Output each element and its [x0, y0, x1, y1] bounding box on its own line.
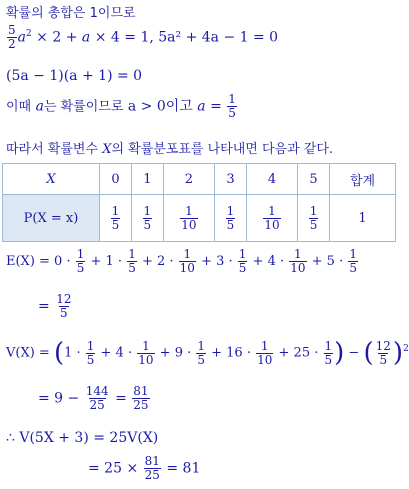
header-x: X [3, 164, 100, 195]
header-cell: 3 [215, 164, 247, 195]
variance-line: V(X) = (1 · $\frac{1}{5}$ + 4 · $\frac{1}{10}$ + 9 · $\frac{1}{5}$ + 16 · $\frac{1}{10}$ + 25 · $\frac{1}{5}$ ) − ( $\frac{12}{5}$ )$^2$ [6, 338, 409, 368]
prob-cell: $\frac{1}{5}$ [131, 195, 163, 242]
header-cell: 0 [100, 164, 132, 195]
conclusion-line: ∴ V(5X + 3) = 25V(X) [6, 430, 159, 446]
prob-cell: $\frac{1}{5}$ [215, 195, 247, 242]
prob-cell: $\frac{1}{5}$ [100, 195, 132, 242]
expectation-line: E(X) = 0 · $\frac{1}{5}$ + 1 · $\frac{1}{5}$ + 2 · $\frac{1}{10}$ + 3 · $\frac{1}{5}$ + 4 · $\frac{1}{10}$ + 5 · $\frac{1}{5}$ [6, 247, 357, 275]
header-cell: 5 [298, 164, 330, 195]
conclusion-result: = 25 × $\frac{81}{25}$ = 81 [88, 454, 201, 482]
factored-equation: (5a − 1)(a + 1) = 0 [6, 68, 143, 84]
table-intro: 따라서 확률변수 X의 확률분포표를 나타내면 다음과 같다. [6, 142, 334, 157]
intro-text: 확률의 총합은 1이므로 [6, 6, 136, 21]
row-label: P(X = x) [3, 195, 100, 242]
prob-total: 1 [330, 195, 396, 242]
prob-cell: $\frac{1}{10}$ [246, 195, 297, 242]
solution-line: 이때 a는 확률이므로 a > 0이고 a = $\frac{1}{5}$ [6, 92, 236, 120]
probability-table [2, 163, 396, 242]
sum-equation: $\frac{5}{2}$ $a^2 \times 2 + a \times 4 = 1$, 5a² + 4a − 1 = 0 [8, 23, 279, 51]
prob-cell: $\frac{1}{10}$ [163, 195, 214, 242]
expectation-result: = $\frac{12}{5}$ [38, 292, 72, 320]
header-total: 합계 [330, 164, 396, 195]
table-header-row [3, 164, 396, 195]
header-cell: 4 [246, 164, 297, 195]
header-cell: 1 [131, 164, 163, 195]
variance-result: = 9 − $\frac{144}{25}$ = $\frac{81}{25}$ [38, 384, 149, 412]
prob-cell: $\frac{1}{5}$ [298, 195, 330, 242]
table-prob-row [3, 195, 396, 242]
header-cell: 2 [163, 164, 214, 195]
